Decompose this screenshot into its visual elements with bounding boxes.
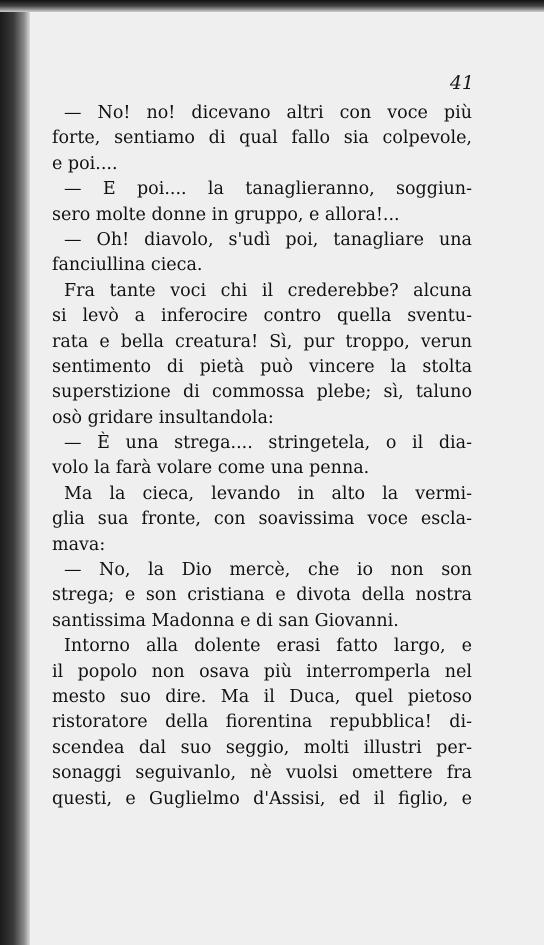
text-line: fanciullina cieca.	[52, 255, 203, 276]
body-text	[52, 101, 472, 812]
text-line: sero molte donne in gruppo, e allora!...	[52, 204, 400, 225]
text-line: Intorno alla dolente erasi fatto largo, e	[64, 636, 472, 657]
text-line: santissima Madonna e di san Giovanni.	[52, 610, 399, 631]
text-line: volo la farà volare come una penna.	[52, 458, 370, 479]
text-line: — E poi.... la tanaglieranno, soggiun-	[64, 179, 472, 200]
text-line: glia sua fronte, con soavissima voce escla-	[52, 509, 472, 530]
text-line: mesto suo dire. Ma il Duca, quel pietoso	[52, 686, 472, 707]
text-line: sonaggi seguivanlo, nè vuolsi omettere fra	[52, 763, 472, 784]
text-line: — No, la Dio mercè, che io non son	[64, 560, 472, 581]
text-line: mava:	[52, 534, 106, 555]
text-line: forte, sentiamo di qual fallo sia colpevole,	[52, 128, 472, 149]
top-edge	[0, 0, 544, 12]
text-line: Fra tante voci chi il crederebbe? alcuna	[64, 280, 472, 301]
text-line: ristoratore della fiorentina repubblica! di-	[52, 712, 472, 733]
text-line: strega; e son cristiana e divota della nostra	[52, 585, 472, 606]
text-line: si levò a inferocire contro quella sventu-	[52, 306, 472, 327]
text-line: — È una strega.... stringetela, o il dia-	[64, 433, 472, 454]
text-line: — Oh! diavolo, s'udì poi, tanagliare una	[64, 229, 472, 250]
text-line: scendea dal suo seggio, molti illustri per-	[52, 737, 472, 758]
binding-edge	[0, 0, 30, 945]
text-line: questi, e Guglielmo d'Assisi, ed il figlio, e	[52, 788, 472, 809]
text-line: il popolo non osava più interromperla nel	[52, 661, 472, 682]
page-number: 41	[449, 72, 474, 94]
text-line: Ma la cieca, levando in alto la vermi-	[64, 483, 472, 504]
text-line: superstizione di commossa plebe; sì, taluno	[52, 382, 472, 403]
text-line: osò gridare insultandola:	[52, 407, 274, 428]
text-line: rata e bella creatura! Sì, pur troppo, verun	[52, 331, 472, 352]
text-line: sentimento di pietà può vincere la stolta	[52, 356, 472, 377]
text-line: — No! no! dicevano altri con voce più	[64, 103, 472, 123]
text-line: e poi....	[52, 153, 118, 174]
